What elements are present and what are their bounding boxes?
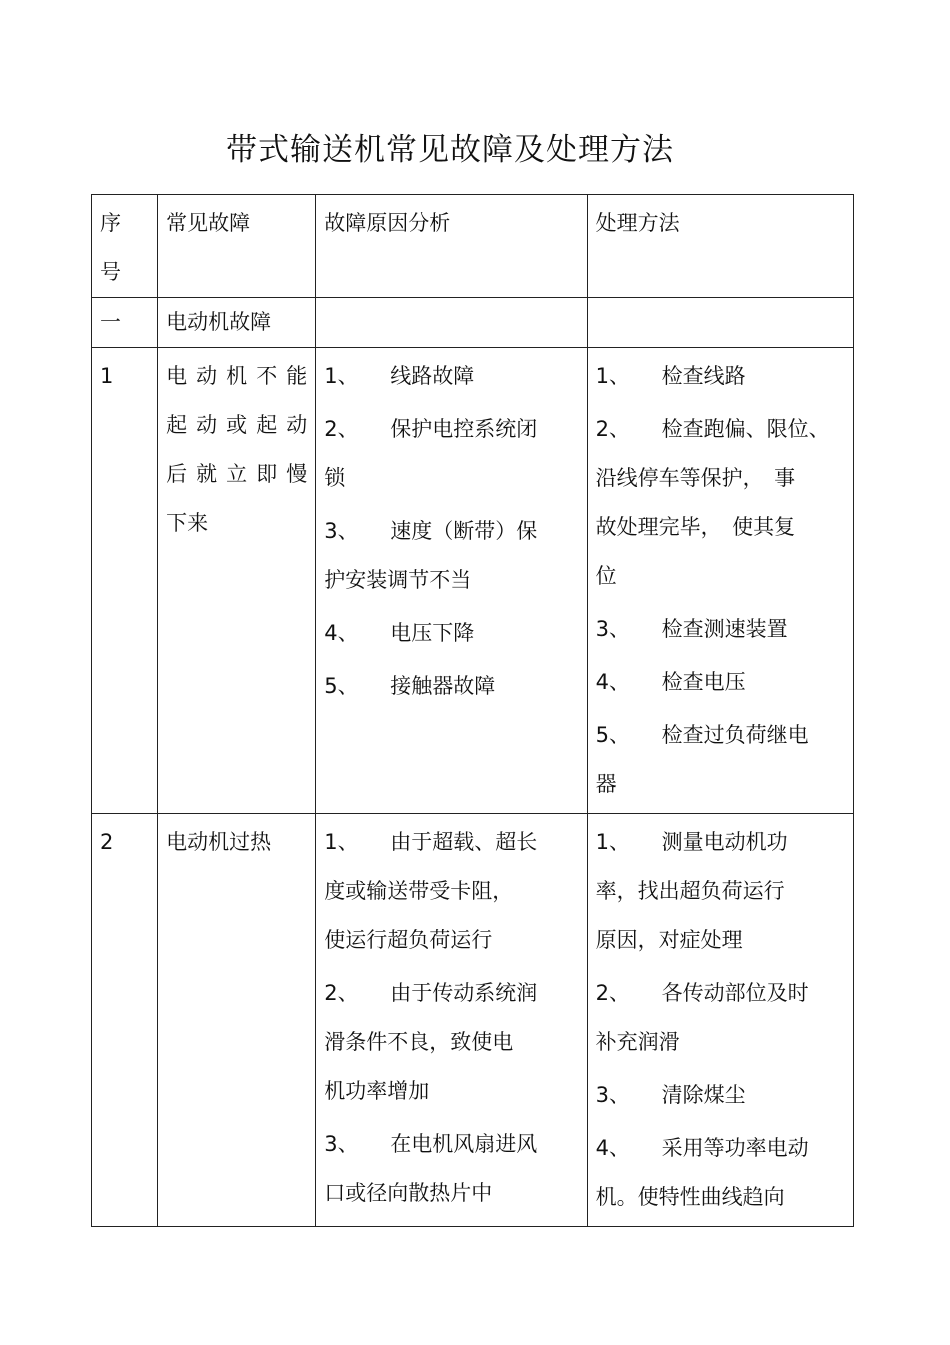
- item-first-line: [596, 658, 847, 707]
- section-empty-method: [587, 298, 853, 348]
- item-number: 2、: [595, 981, 630, 1005]
- item-number: 2、: [595, 417, 630, 441]
- item-first-line: [324, 662, 580, 711]
- item-first-line: [596, 969, 847, 1018]
- section-name: 电动机故障: [166, 310, 272, 334]
- item-text: 线路故障: [390, 364, 475, 388]
- item-text: 检查线路: [661, 364, 746, 388]
- method-item: [596, 605, 847, 654]
- item-continuation: 沿线停车等保护， 事: [595, 466, 796, 490]
- item-text: 由于传动系统润: [390, 981, 538, 1005]
- item-continuation: 度或输送带受卡阻，: [324, 879, 514, 903]
- item-gap: [324, 1218, 580, 1222]
- row-seq: 1: [100, 364, 114, 388]
- cause-item: [324, 405, 580, 503]
- item-number: 4、: [595, 670, 630, 694]
- item-number: 2、: [324, 417, 359, 441]
- row-cause-cell: [316, 348, 587, 814]
- item-continuation: 故处理完毕， 使其复: [595, 515, 796, 539]
- cause-item: [324, 352, 580, 401]
- item-continuation: 护安装调节不当: [324, 568, 472, 592]
- row-fault-cell: [158, 814, 316, 1227]
- section-row: [92, 298, 854, 348]
- item-text: 电压下降: [390, 621, 475, 645]
- method-item: [596, 658, 847, 707]
- item-continuation: 原因，对症处理: [595, 928, 743, 952]
- item-first-line: [324, 969, 580, 1018]
- cause-item: [324, 818, 580, 965]
- item-continuation: 位: [595, 564, 617, 588]
- method-item: [596, 1071, 847, 1120]
- row-seq: 2: [100, 830, 114, 854]
- item-continuation: 机功率增加: [324, 1079, 430, 1103]
- header-seq-top: 序: [100, 211, 121, 235]
- row-fault-cell: [158, 348, 316, 814]
- item-continuation: 锁: [324, 466, 346, 490]
- item-first-line: [596, 405, 847, 454]
- item-first-line: [596, 711, 847, 760]
- fault-line: 下来: [166, 511, 209, 535]
- item-number: 5、: [324, 674, 359, 698]
- item-number: 4、: [324, 621, 359, 645]
- row-seq-cell: [92, 348, 158, 814]
- item-number: 1、: [595, 830, 630, 854]
- item-text: 在电机风扇进风: [390, 1132, 538, 1156]
- item-number: 3、: [324, 519, 359, 543]
- item-text: 由于超载、超长: [390, 830, 538, 854]
- cause-item: [324, 969, 580, 1116]
- item-number: 1、: [595, 364, 630, 388]
- item-gap: [596, 1222, 847, 1226]
- item-continuation: 机。使特性曲线趋向: [595, 1185, 785, 1209]
- item-text: 检查过负荷继电: [661, 723, 809, 747]
- cause-list: [316, 348, 586, 715]
- table-row: [92, 814, 854, 1227]
- item-first-line: [324, 507, 580, 556]
- cause-item: [324, 609, 580, 658]
- item-number: 1、: [324, 364, 359, 388]
- item-text: 保护电控系统闭: [390, 417, 538, 441]
- row-cause-cell: [316, 814, 587, 1227]
- item-number: 3、: [595, 617, 630, 641]
- header-cause: [316, 195, 587, 298]
- item-continuation: 口或径向散热片中: [324, 1181, 493, 1205]
- cause-item: [324, 507, 580, 605]
- item-first-line: [324, 609, 580, 658]
- item-first-line: [596, 818, 847, 867]
- item-number: 4、: [595, 1136, 630, 1160]
- item-text: 检查电压: [661, 670, 746, 694]
- item-gap: [324, 711, 580, 715]
- cause-item: [324, 662, 580, 711]
- method-item: [596, 405, 847, 601]
- item-text: 测量电动机功: [661, 830, 788, 854]
- section-seq-cell: [92, 298, 158, 348]
- cause-list: [316, 814, 586, 1222]
- fault-line: 起动或起动: [166, 413, 308, 437]
- item-number: 1、: [324, 830, 359, 854]
- item-text: 检查跑偏、限位、: [661, 417, 830, 441]
- item-first-line: [596, 352, 847, 401]
- section-name-cell: [158, 298, 316, 348]
- page-title: 带式输送机常见故障及处理方法: [226, 132, 674, 168]
- item-continuation: 使运行超负荷运行: [324, 928, 493, 952]
- item-continuation: 率，找出超负荷运行: [595, 879, 785, 903]
- cause-item: [324, 1120, 580, 1218]
- header-method-label: 处理方法: [595, 211, 680, 235]
- header-seq: [92, 195, 158, 298]
- method-item: [596, 711, 847, 809]
- header-method: [587, 195, 853, 298]
- section-seq: 一: [100, 310, 121, 334]
- item-first-line: [324, 818, 580, 867]
- item-number: 3、: [324, 1132, 359, 1156]
- item-first-line: [324, 1120, 580, 1169]
- item-number: 5、: [595, 723, 630, 747]
- row-method-cell: [587, 814, 853, 1227]
- row-seq-cell: [92, 814, 158, 1227]
- method-item: [596, 1124, 847, 1222]
- item-text: 接触器故障: [390, 674, 496, 698]
- item-first-line: [324, 352, 580, 401]
- item-continuation: 器: [595, 772, 617, 796]
- header-fault: [158, 195, 316, 298]
- item-number: 3、: [595, 1083, 630, 1107]
- row-fault: [158, 814, 315, 867]
- item-first-line: [324, 405, 580, 454]
- fault-line: 电动机不能: [166, 364, 308, 388]
- section-empty-cause: [316, 298, 587, 348]
- method-item: [596, 969, 847, 1067]
- item-first-line: [596, 1124, 847, 1173]
- item-first-line: [596, 1071, 847, 1120]
- fault-line: 电动机过热: [166, 830, 272, 854]
- header-fault-label: 常见故障: [166, 211, 251, 235]
- method-item: [596, 818, 847, 965]
- method-list: [588, 348, 853, 813]
- item-first-line: [596, 605, 847, 654]
- fault-table: [91, 194, 854, 1227]
- item-gap: [596, 809, 847, 813]
- fault-line: 后就立即慢: [166, 462, 308, 486]
- row-fault: [158, 348, 315, 548]
- header-cause-label: 故障原因分析: [324, 211, 451, 235]
- table-row: [92, 348, 854, 814]
- item-text: 速度（断带）保: [390, 519, 538, 543]
- item-text: 各传动部位及时: [661, 981, 809, 1005]
- item-continuation: 滑条件不良，致使电: [324, 1030, 514, 1054]
- row-method-cell: [587, 348, 853, 814]
- header-seq-bottom: 号: [100, 260, 121, 284]
- header-row: [92, 195, 854, 298]
- item-text: 采用等功率电动: [661, 1136, 809, 1160]
- item-number: 2、: [324, 981, 359, 1005]
- item-text: 检查测速装置: [661, 617, 788, 641]
- method-item: [596, 352, 847, 401]
- method-list: [588, 814, 853, 1226]
- item-text: 清除煤尘: [661, 1083, 746, 1107]
- item-continuation: 补充润滑: [595, 1030, 680, 1054]
